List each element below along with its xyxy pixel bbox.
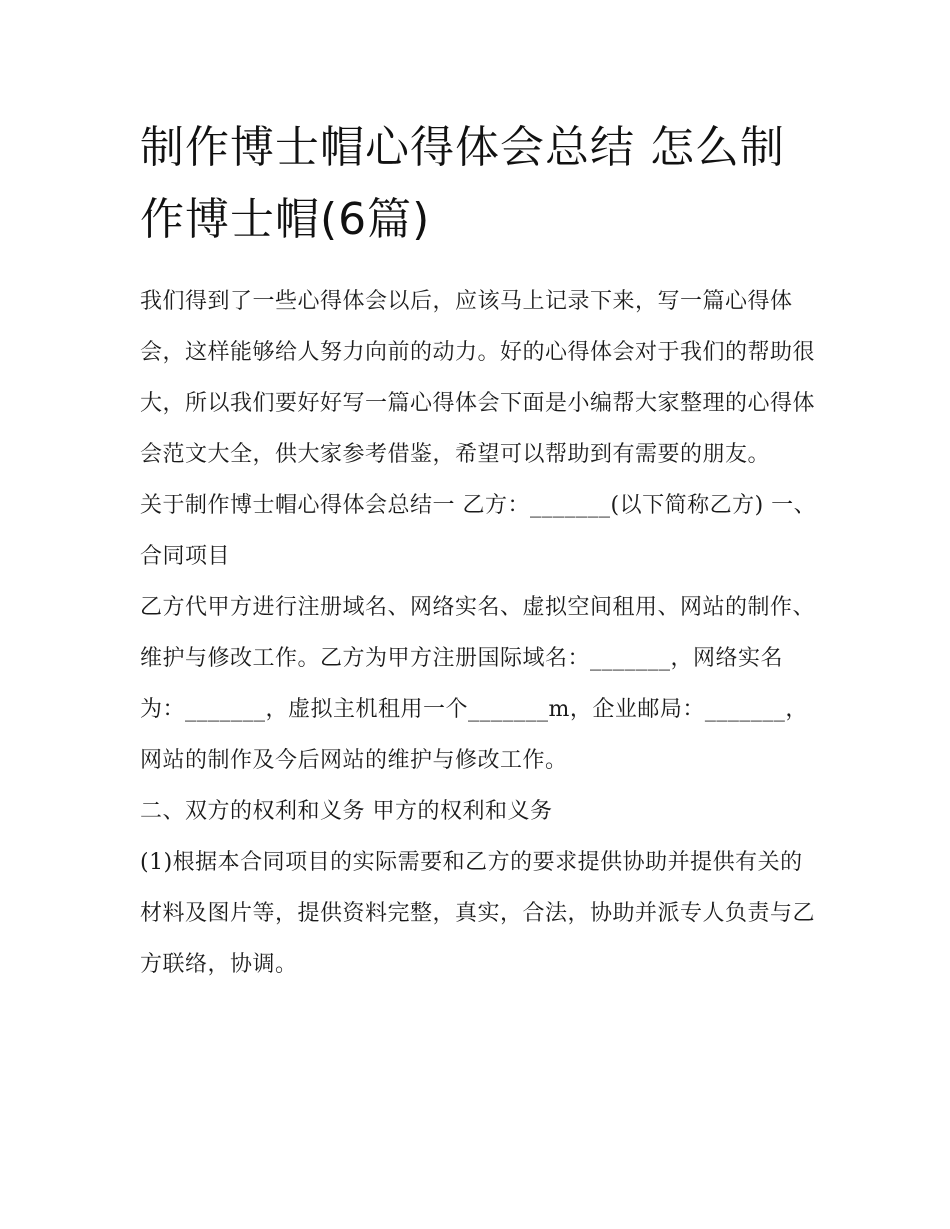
intro-paragraph: 我们得到了一些心得体会以后，应该马上记录下来，写一篇心得体会，这样能够给人努力向前的动力。好的心得体会对于我们的帮助很大，所以我们要好好写一篇心得体会下面是小编帮大家整理的心得体会范文大全，供大家参考借鉴，希望可以帮助到有需要的朋友。 xyxy=(140,289,816,467)
document-body xyxy=(140,112,820,990)
contract-project-paragraph: 乙方代甲方进行注册域名、网络实名、虚拟空间租用、网站的制作、维护与修改工作。乙方为甲方注册国际域名：_______，网络实名为：_______，虚拟主机租用一个_______m，企业邮局：_______，网站的制作及今后网站的维护与修改工作。 xyxy=(140,595,816,773)
rights-obligations-heading: 二、双方的权利和义务 甲方的权利和义务 xyxy=(140,799,553,824)
section-heading-party-b: 关于制作博士帽心得体会总结一 乙方：_______(以下简称乙方) 一、合同项目 xyxy=(140,493,817,569)
document-title: 制作博士帽心得体会总结 怎么制作博士帽(6篇) xyxy=(140,122,785,245)
party-a-obligation-paragraph: (1)根据本合同项目的实际需要和乙方的要求提供协助并提供有关的材料及图片等，提供资料完整，真实，合法，协助并派专人负责与乙方联络，协调。 xyxy=(140,850,816,977)
